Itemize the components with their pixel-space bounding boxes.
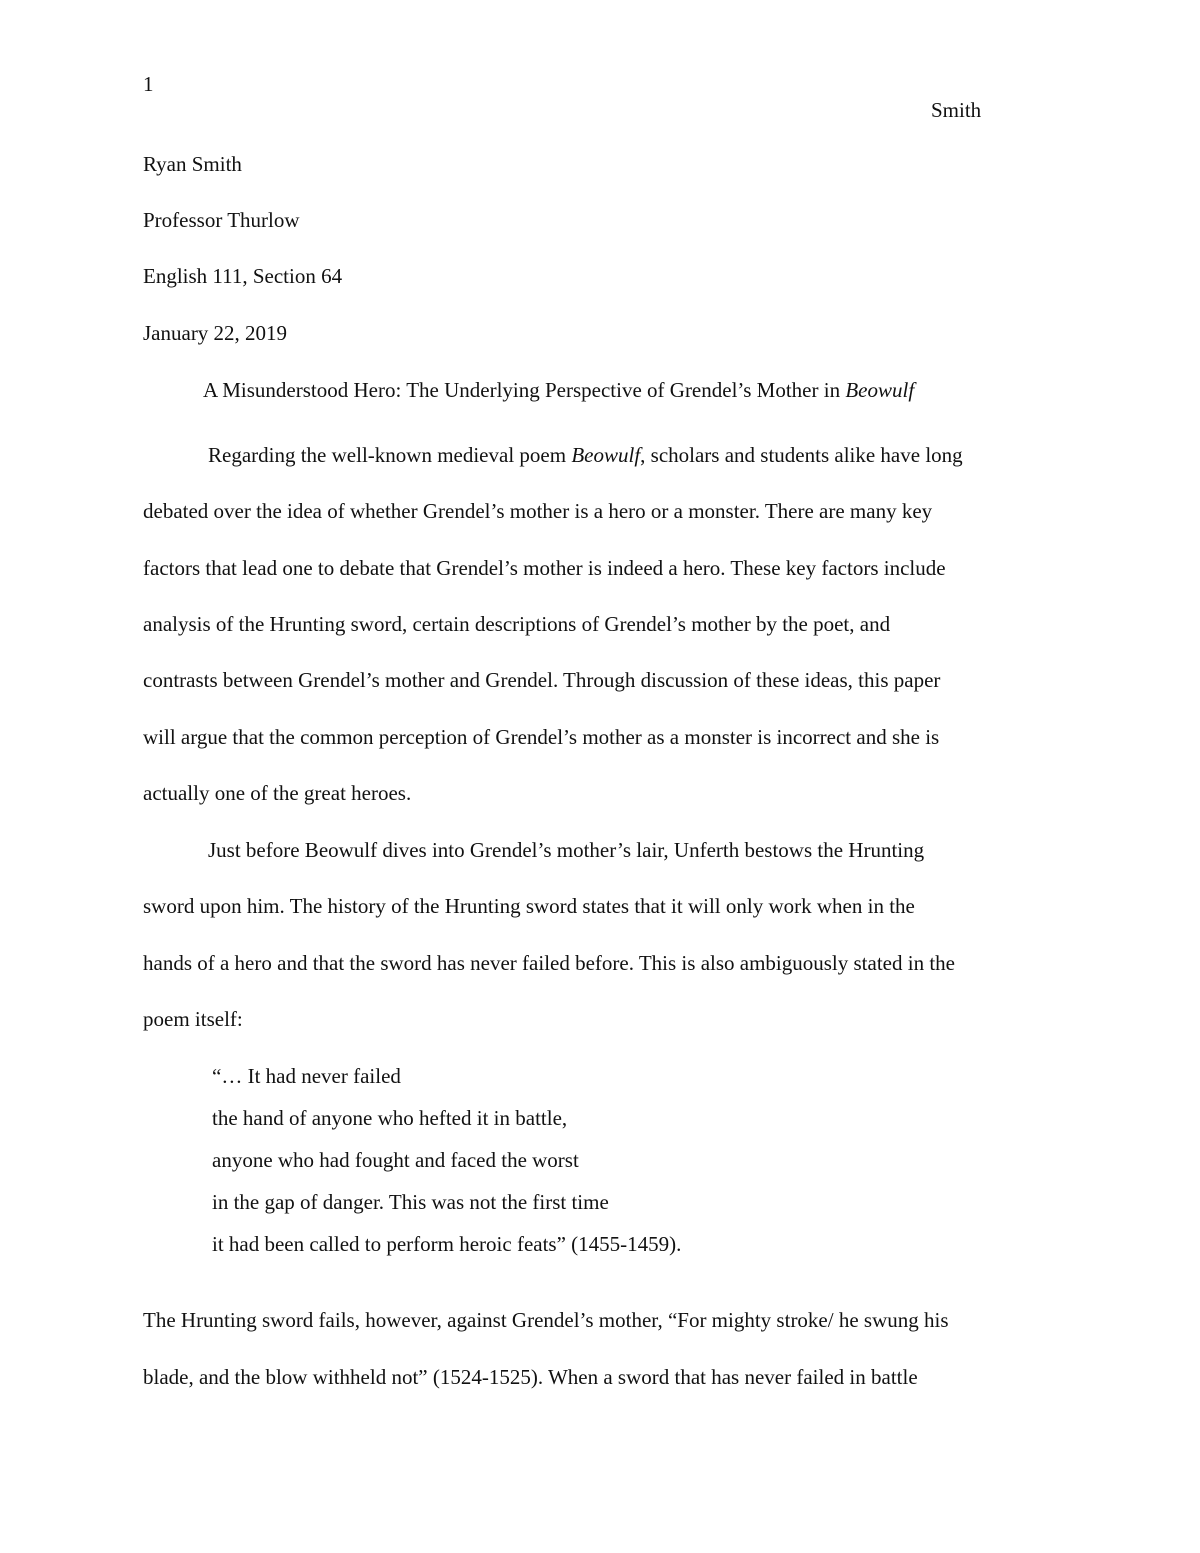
paragraph-3-line-2: blade, and the blow withheld not” (1524-1525). When a sword that has never failed in battle <box>143 1365 918 1389</box>
running-header: Smith <box>931 98 982 122</box>
paragraph-3-line-1: The Hrunting sword fails, however, against Grendel’s mother, “For mighty stroke/ he swung his <box>143 1308 949 1332</box>
paragraph-1-line-2: debated over the idea of whether Grendel’s mother is a hero or a monster. There are many key <box>143 499 933 523</box>
paragraph-1-line-6: will argue that the common perception of Grendel’s mother as a monster is incorrect and she is <box>143 725 940 749</box>
quote-line-1: “… It had never failed <box>212 1064 401 1088</box>
paragraph-2-line-2: sword upon him. The history of the Hrunting sword states that it will only work when in the <box>143 894 915 918</box>
course-info: English 111, Section 64 <box>143 264 343 288</box>
paper-title <box>203 378 914 403</box>
quote-line-3: anyone who had fought and faced the worst <box>212 1148 579 1172</box>
page-number: 1 <box>143 72 154 96</box>
title-work: Beowulf <box>845 378 915 402</box>
title-main: A Misunderstood Hero: The Underlying Perspective of Grendel’s Mother in <box>203 378 846 402</box>
quote-line-4: in the gap of danger. This was not the first time <box>212 1190 609 1214</box>
author-name: Ryan Smith <box>143 152 242 176</box>
quote-line-5: it had been called to perform heroic feats” (1455-1459). <box>212 1232 682 1256</box>
p1-line1-after: , scholars and students alike have long <box>640 443 963 467</box>
date: January 22, 2019 <box>143 321 288 345</box>
paragraph-2-line-3: hands of a hero and that the sword has never failed before. This is also ambiguously stated in the <box>143 951 955 975</box>
paragraph-1-line-4: analysis of the Hrunting sword, certain descriptions of Grendel’s mother by the poet, and <box>143 612 891 636</box>
quote-line-2: the hand of anyone who hefted it in battle, <box>212 1106 568 1130</box>
paragraph-1-line-5: contrasts between Grendel’s mother and Grendel. Through discussion of these ideas, this paper <box>143 668 941 692</box>
p1-line1-before: Regarding the well-known medieval poem <box>208 443 572 467</box>
professor-name: Professor Thurlow <box>143 208 300 232</box>
paragraph-2-line-1: Just before Beowulf dives into Grendel’s mother’s lair, Unferth bestows the Hrunting <box>208 838 925 862</box>
paragraph-2-line-4: poem itself: <box>143 1007 243 1031</box>
paragraph-1-line-7: actually one of the great heroes. <box>143 781 412 805</box>
paragraph-1-line-3: factors that lead one to debate that Grendel’s mother is indeed a hero. These key factors include <box>143 556 946 580</box>
paragraph-1-line-1 <box>208 443 963 468</box>
p1-line1-work: Beowulf <box>571 443 641 467</box>
